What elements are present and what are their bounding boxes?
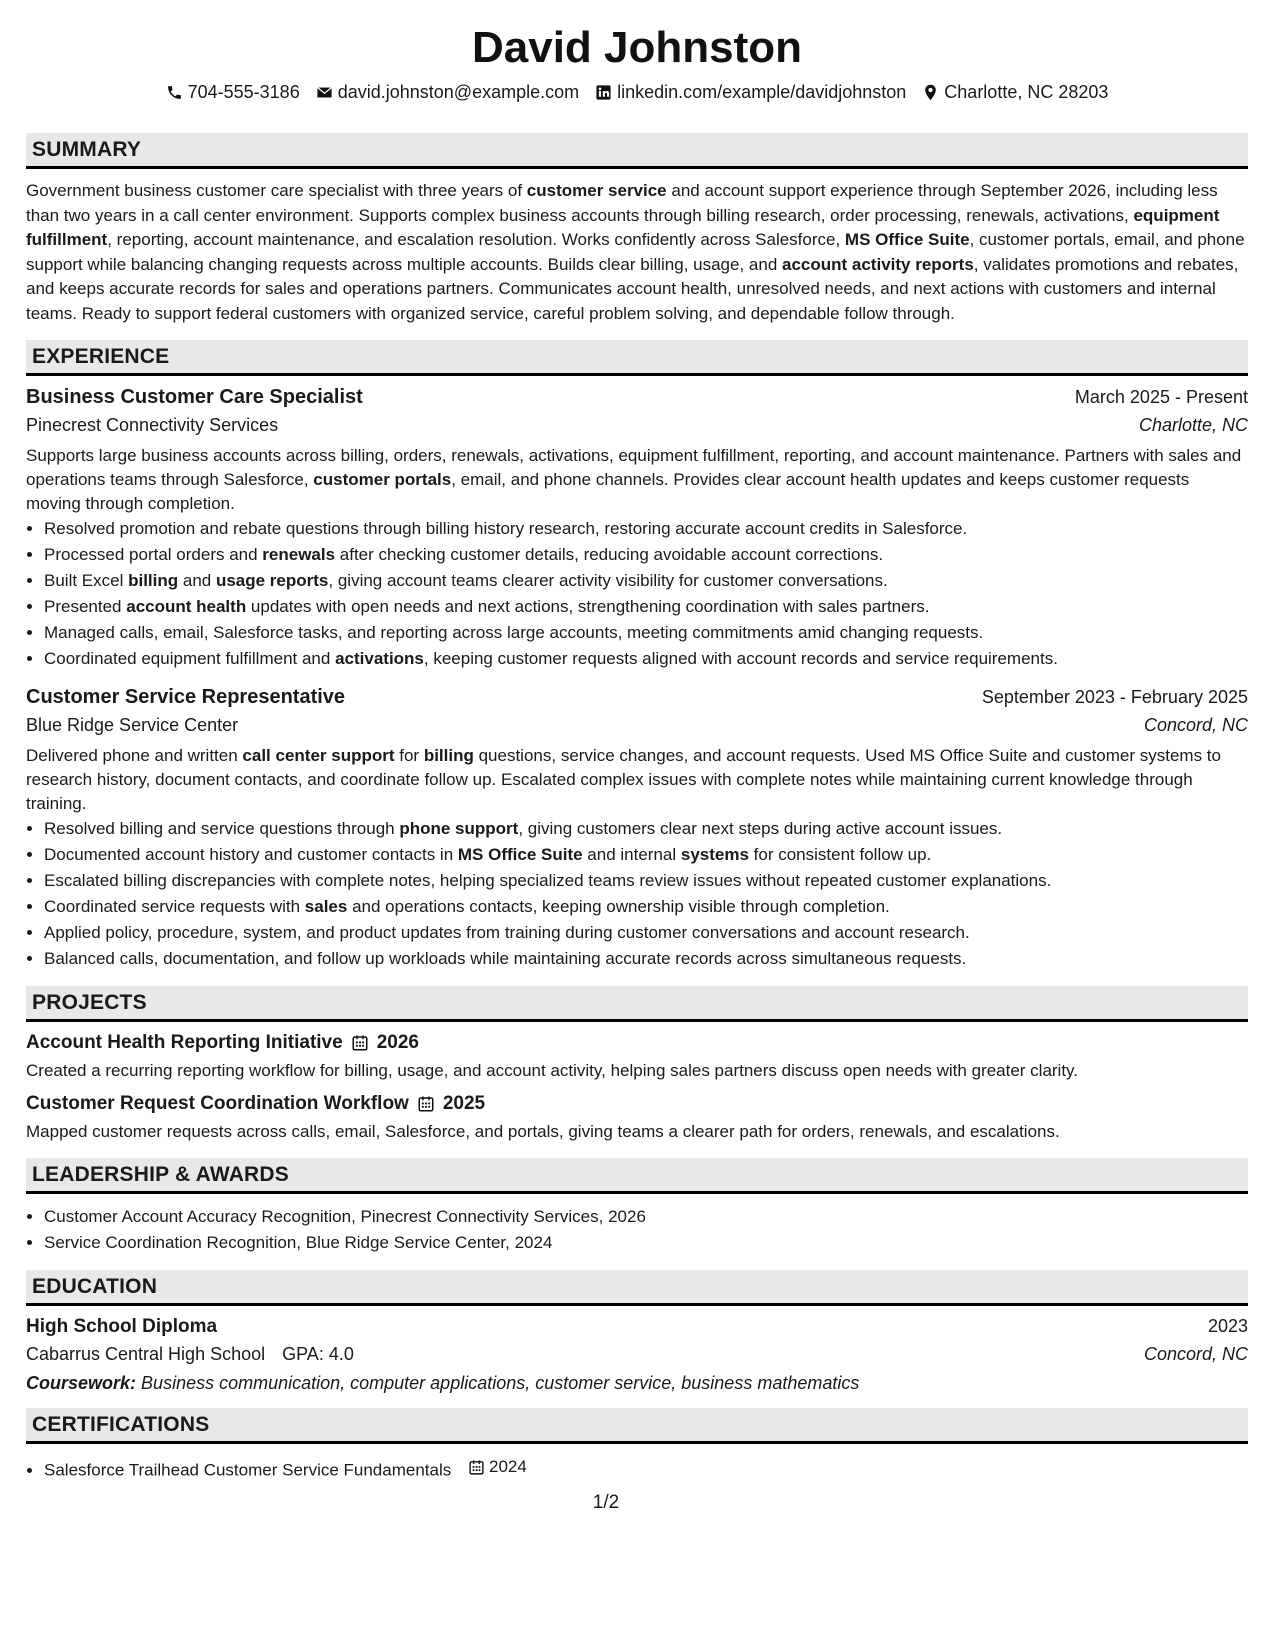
coursework-text: Business communication, computer applications, customer service, business mathematics — [141, 1373, 860, 1394]
job-entry — [26, 386, 1248, 672]
calendar-icon — [417, 1095, 435, 1113]
bold-keyword: account activity reports — [782, 254, 974, 274]
bullet-item: • Balanced calls, documentation, and follow up workloads while maintaining accurate records across simultaneous requests. — [44, 946, 1248, 972]
job-description: Supports large business accounts across billing, orders, renewals, activations, equipment fulfillment, reporting, and account maintenance. Partners with sales and operations teams through Salesforce, customer portals, email, and phone channels. Provides clear account health updates and keeps customer requests moving through completion. — [26, 446, 1242, 514]
certifications-section — [26, 1408, 1248, 1484]
section-heading: EDUCATION — [26, 1270, 1248, 1306]
project-entry — [26, 1032, 1248, 1083]
bullet-item: • Resolved promotion and rebate questions through billing history research, restoring accurate account credits in Salesforce. — [44, 516, 1248, 542]
project-year: 2025 — [442, 1093, 486, 1115]
location-text: Charlotte, NC 28203 — [944, 82, 1109, 103]
linkedin-text: linkedin.com/example/davidjohnston — [617, 82, 907, 103]
certification-year: 2024 — [488, 1457, 527, 1477]
bold-keyword: phone support — [399, 819, 519, 839]
section-heading: LEADERSHIP & AWARDS — [26, 1158, 1248, 1194]
bold-keyword: MS Office Suite — [457, 845, 583, 865]
bold-keyword: billing — [128, 571, 179, 591]
bold-keyword: customer portals — [313, 470, 452, 490]
coursework — [26, 1373, 1248, 1394]
bullet-item: • Coordinated equipment fulfillment and activations, keeping customer requests aligned with account records and service requirements. — [44, 646, 1248, 672]
coursework-label: Coursework: — [26, 1373, 137, 1394]
bullet-item: • Managed calls, email, Salesforce tasks, and reporting across large accounts, meeting commitments amid changing requests. — [44, 620, 1248, 646]
bullet-item: • Presented account health updates with open needs and next actions, strengthening coordination with sales partners. — [44, 594, 1248, 620]
project-description: Mapped customer requests across calls, email, Salesforce, and portals, giving teams a clearer path for orders, renewals, and escalations. — [26, 1122, 1060, 1142]
resume-page — [26, 18, 1248, 1498]
certifications-list — [26, 1454, 1248, 1484]
bullet-item: • Built Excel billing and usage reports, giving account teams clearer activity visibility for customer conversations. — [44, 568, 1248, 594]
job-description: Delivered phone and written call center support for billing questions, service changes, and account requests. Used MS Office Suite and customer systems to research history, document contacts, and coordinate follow up. Escalated complex issues with complete notes while maintaining current knowledge through training. — [26, 746, 1221, 814]
bold-keyword: renewals — [262, 545, 336, 565]
bullet-item: • Documented account history and customer contacts in MS Office Suite and internal systems for consistent follow up. — [44, 842, 1248, 868]
school-name: Cabarrus Central High School — [26, 1344, 266, 1365]
project-entry — [26, 1093, 1248, 1144]
awards-list — [26, 1204, 1248, 1256]
bold-keyword: activations — [335, 649, 424, 669]
bullet-item: • Escalated billing discrepancies with complete notes, helping specialized teams review issues without repeated customer explanations. — [44, 868, 1248, 894]
map-pin-icon — [922, 84, 939, 101]
bullet-item: • Resolved billing and service questions through phone support, giving customers clear next steps during active account issues. — [44, 816, 1248, 842]
section-heading: EXPERIENCE — [26, 340, 1248, 376]
job-entry — [26, 686, 1248, 972]
gpa: GPA: 4.0 — [282, 1344, 354, 1365]
calendar-icon — [468, 1459, 485, 1476]
contact-location — [922, 82, 1108, 103]
project-title: Account Health Reporting Initiative — [26, 1032, 343, 1054]
company-name: Pinecrest Connectivity Services — [26, 415, 279, 436]
contact-bar — [26, 82, 1248, 103]
project-title: Customer Request Coordination Workflow — [26, 1093, 409, 1115]
contact-email[interactable] — [316, 82, 579, 103]
bold-keyword: call center support — [242, 746, 395, 766]
education-section — [26, 1270, 1248, 1394]
bold-keyword: customer service — [526, 181, 667, 201]
summary-text: Government business customer care specialist with three years of customer service and account support experience through September 2026, including less than two years in a call center environment. Supports complex business accounts through billing research, order processing, renewals, activations, equipment fulfillment, reporting, account maintenance, and escalation resolution. Works confidently across Salesforce, MS Office Suite, customer portals, email, and phone support while balancing changing requests across multiple accounts. Builds clear billing, usage, and account activity reports, validates promotions and rebates, and keeps accurate records for sales and operations partners. Communicates account health, unresolved needs, and next actions with customers and internal teams. Ready to support federal customers with organized service, careful problem solving, and dependable follow through. — [26, 181, 1245, 323]
contact-linkedin[interactable] — [595, 82, 906, 103]
graduation-year: 2023 — [1207, 1316, 1248, 1337]
bullet-item: • Processed portal orders and renewals after checking customer details, reducing avoidable account corrections. — [44, 542, 1248, 568]
section-heading: CERTIFICATIONS — [26, 1408, 1248, 1444]
candidate-name: David Johnston — [471, 23, 803, 72]
section-heading: PROJECTS — [26, 986, 1248, 1022]
bold-keyword: account health — [126, 597, 247, 617]
job-title: Customer Service Representative — [26, 686, 346, 709]
section-heading: SUMMARY — [26, 133, 1248, 169]
job-dates: March 2025 - Present — [1074, 387, 1248, 408]
degree-title: High School Diploma — [26, 1316, 218, 1338]
certification-name: Salesforce Trailhead Customer Service Fundamentals — [44, 1460, 452, 1480]
page-number: 1/2 — [592, 1492, 620, 1513]
linkedin-icon — [595, 84, 612, 101]
job-dates: September 2023 - February 2025 — [981, 687, 1248, 708]
bullet-item: • Applied policy, procedure, system, and product updates from training during customer conversations and account research. — [44, 920, 1248, 946]
phone-icon — [166, 84, 183, 101]
school-location: Concord, NC — [1143, 1344, 1248, 1365]
award-item: • Customer Account Accuracy Recognition, Pinecrest Connectivity Services, 2026 — [44, 1204, 1248, 1230]
bold-keyword: usage reports — [215, 571, 329, 591]
bold-keyword: systems — [680, 845, 749, 865]
projects-section — [26, 986, 1248, 1144]
project-description: Created a recurring reporting workflow for billing, usage, and account activity, helping sales partners discuss open needs with greater clarity. — [26, 1061, 1079, 1081]
job-title: Business Customer Care Specialist — [26, 386, 363, 409]
project-year: 2026 — [376, 1032, 419, 1054]
bold-keyword: billing — [423, 746, 474, 766]
job-bullets — [26, 516, 1248, 672]
envelope-icon — [316, 84, 333, 101]
company-name: Blue Ridge Service Center — [26, 715, 239, 736]
calendar-icon — [351, 1034, 369, 1052]
summary-section — [26, 133, 1248, 326]
contact-phone — [166, 82, 300, 103]
bold-keyword: equipment fulfillment — [26, 205, 1220, 250]
bullet-item: • Coordinated service requests with sales and operations contacts, keeping ownership visible through completion. — [44, 894, 1248, 920]
phone-text: 704-555-3186 — [187, 82, 300, 103]
experience-section — [26, 340, 1248, 972]
bold-keyword: MS Office Suite — [844, 230, 970, 250]
certification-item — [44, 1454, 1248, 1484]
leadership-section — [26, 1158, 1248, 1256]
job-location: Concord, NC — [1143, 715, 1248, 736]
email-text: david.johnston@example.com — [337, 82, 580, 103]
award-item: • Service Coordination Recognition, Blue Ridge Service Center, 2024 — [44, 1230, 1248, 1256]
job-location: Charlotte, NC — [1138, 415, 1248, 436]
job-bullets — [26, 816, 1248, 972]
bold-keyword: sales — [304, 897, 348, 917]
